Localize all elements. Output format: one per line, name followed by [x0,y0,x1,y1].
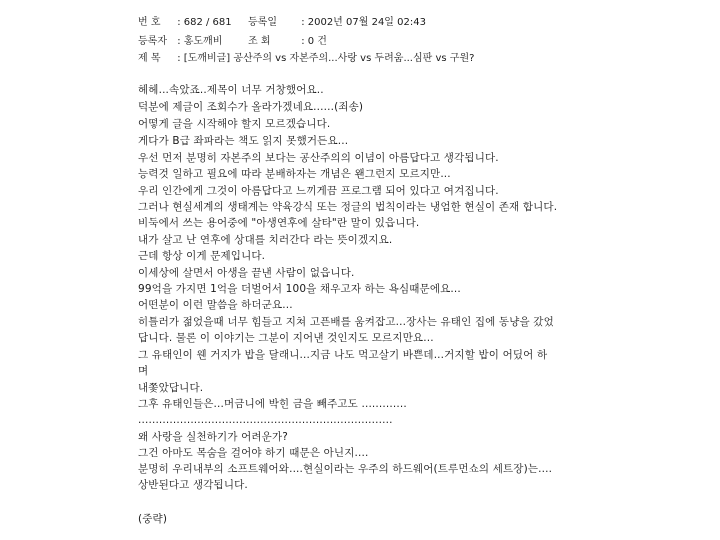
views-field [248,34,327,50]
body-line: 헤헤...속았죠..제목이 너무 거창했어요.. [138,84,324,96]
body-line: (중략) [138,513,168,525]
body-line: 어떤분이 이런 말씀을 하더군요... [138,299,293,311]
subject-value: : [도깨비글] 공산주의 vs 자본주의...사랑 vs 두려움...심판 vs 구원? [177,53,475,64]
registered-date-label: 등록일 [248,17,277,28]
post-number-row [138,15,426,31]
body-line: 이세상에 살면서 아생을 끝낸 사람이 없읍니다. [138,267,355,279]
body-line: 비둑에서 쓰는 용어중에 "아생연후에 살타"란 말이 있읍니다. [138,217,420,229]
registered-date-field [248,15,426,31]
body-line: 어떻게 글을 시작해야 할지 모르겠습니다. [138,118,331,130]
body-line: 히틀러가 젊었을때 너무 힘들고 지쳐 고픈배를 움켜잡고...장사는 유태인 집에 동냥을 갔었 [138,316,554,328]
subject-label: 제 목 [138,53,161,64]
body-line: 99억을 가지면 1억을 더벌어서 100을 채우고자 하는 욕심때문에요... [138,283,461,295]
author-value: : 홍도깨비 [177,36,223,47]
views-label: 조 회 [248,36,271,47]
body-line: 내가 살고 난 연후에 상대를 치러간다 라는 뜻이겠지요. [138,234,393,246]
body-line: 그후 유태인들은...머금니에 박힌 금을 빼주고도 ............. [138,398,407,410]
body-line: 덕분에 제글이 조회수가 올라가겠네요......(죄송) [138,101,364,113]
views-value: : 0 건 [301,36,327,47]
body-line: ......................................................................... [138,414,393,426]
body-line: 그건 아마도 목숨을 걸어야 하기 때문은 아닌지.... [138,447,369,459]
body-line: 우리 인간에게 그것이 아름답다고 느끼게끔 프로그램 되어 있다고 여겨집니다. [138,185,499,197]
body-line: 우선 먼저 분명히 자본주의 보다는 공산주의의 이념이 아름답다고 생각됩니다. [138,152,499,164]
body-line: 며 [138,365,149,377]
post-number-value: : 682 / 681 [177,17,232,28]
body-line: 근데 항상 이게 문제입니다. [138,250,266,262]
body-line: 상반된다고 생각됩니다. [138,479,248,491]
body-line: 그러나 현실세계의 생태계는 약육강식 또는 정글의 법칙이라는 냉엄한 현실이 존재 합니다. [138,201,558,213]
body-line: 능력것 일하고 필요에 따라 분배하자는 개념은 왠그런지 모르지만... [138,168,451,180]
body-line: 왜 사랑을 실천하기가 어려운가? [138,431,288,443]
post-number-label: 번 호 [138,17,161,28]
registered-date-value: : 2002년 07월 24일 02:43 [301,17,426,28]
body-line: 내쫓았답니다. [138,382,204,394]
post-subject-row [138,51,474,67]
body-line: 게다가 B급 좌파라는 책도 읽지 못했거든요... [138,135,349,147]
body-line: 답니다. 물론 이 이야기는 그분이 지어낸 것인지도 모르지만요... [138,332,434,344]
post-author-row [138,34,327,50]
body-line: 그 유태인이 웬 거지가 밥을 달래니...지금 나도 먹고살기 바쁜데...거지할 밥이 어딨어 하 [138,349,548,361]
body-line: 분명히 우리내부의 소프트웨어와....현실이라는 우주의 하드웨어(트루먼쇼의 세트장)는.... [138,463,553,475]
author-label: 등록자 [138,36,167,47]
